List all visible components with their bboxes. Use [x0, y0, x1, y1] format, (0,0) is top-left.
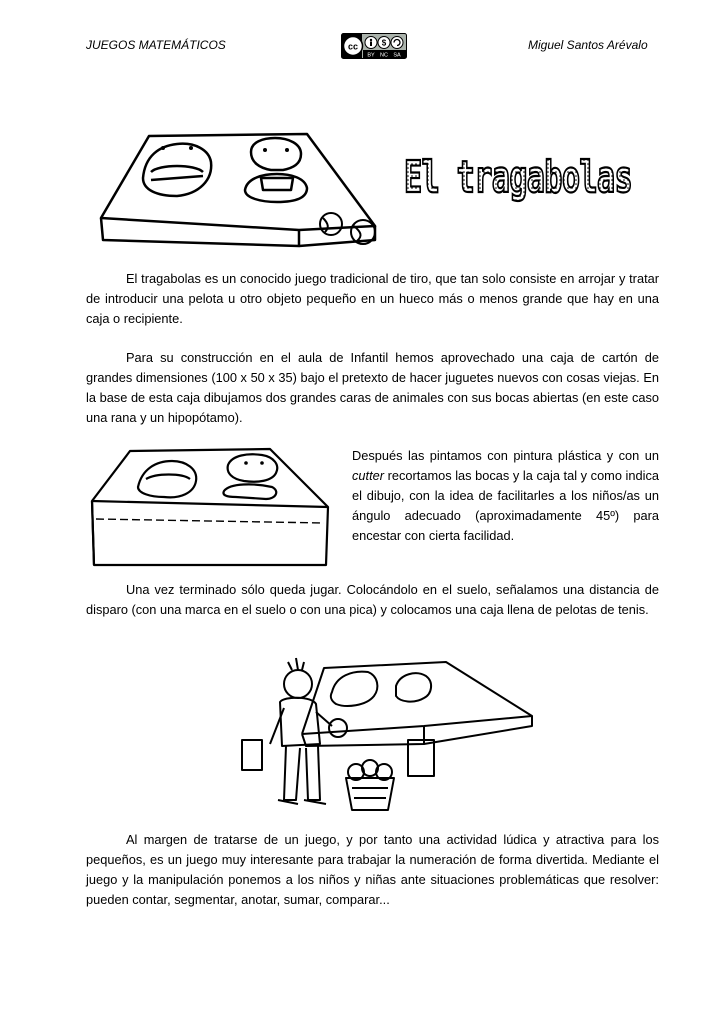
child-playing-illustration: [228, 648, 556, 816]
svg-text:BY: BY: [367, 52, 375, 59]
tragabolas-box-illustration: [95, 128, 385, 248]
page-title: El tragabolas: [404, 152, 632, 203]
paragraph-intro: [86, 269, 659, 329]
paragraph-painting-text: [352, 446, 659, 546]
paragraph-learning: [86, 830, 659, 910]
paragraph-painting-before: Después las pintamos con pintura plástica y con un: [352, 448, 659, 463]
svg-text:NC: NC: [380, 52, 388, 59]
paragraph-painting-after: recortamos las bocas y la caja tal y como indica el dibujo, con la idea de facilitarles a los niños/as un ángulo adecuado (aproximadamente 45º) para encestar con cierta facilidad.: [352, 468, 659, 543]
cut-box-illustration: [90, 445, 330, 570]
paragraph-construction: [86, 348, 659, 428]
header-right: Miguel Santos Arévalo: [528, 38, 648, 52]
paragraph-painting: [352, 446, 659, 546]
header-left: JUEGOS MATEMÁTICOS: [86, 38, 226, 52]
svg-text:$: $: [381, 38, 387, 48]
paragraph-learning-text: Al margen de tratarse de un juego, y por tanto una actividad lúdica y atractiva para los pequeños, es un juego muy interesante para trabajar la numeración de forma divertida. Mediante el juego y la manipulación ponemos a los niños y niñas ante situaciones problemáticas que resolver: pueden contar, segmentar, anotar, sumar, comparar...: [86, 832, 659, 907]
svg-text:SA: SA: [393, 52, 401, 59]
svg-text:cc: cc: [347, 41, 359, 52]
page-title-graphic: [398, 146, 638, 206]
paragraph-intro-text: El tragabolas es un conocido juego tradicional de tiro, que tan solo consiste en arrojar y tratar de introducir una pelota u otro objeto pequeño en un hueco más o menos grande que hay en una caja o recipiente.: [86, 271, 659, 326]
paragraph-playing: [86, 580, 659, 620]
cutter-term: cutter: [352, 468, 385, 483]
paragraph-playing-text: Una vez terminado sólo queda jugar. Colocándolo en el suelo, señalamos una distancia de disparo (con una marca en el suelo o con una pica) y colocamos una caja llena de pelotas de tenis.: [86, 582, 659, 617]
paragraph-construction-text: Para su construcción en el aula de Infantil hemos aprovechado una caja de cartón de grandes dimensiones (100 x 50 x 35) bajo el pretexto de hacer juguetes nuevos con cosas viejas. En la base de esta caja dibujamos dos grandes caras de animales con sus bocas abiertas (en este caso una rana y un hipopótamo).: [86, 350, 659, 425]
cc-license-badge: [341, 33, 407, 59]
